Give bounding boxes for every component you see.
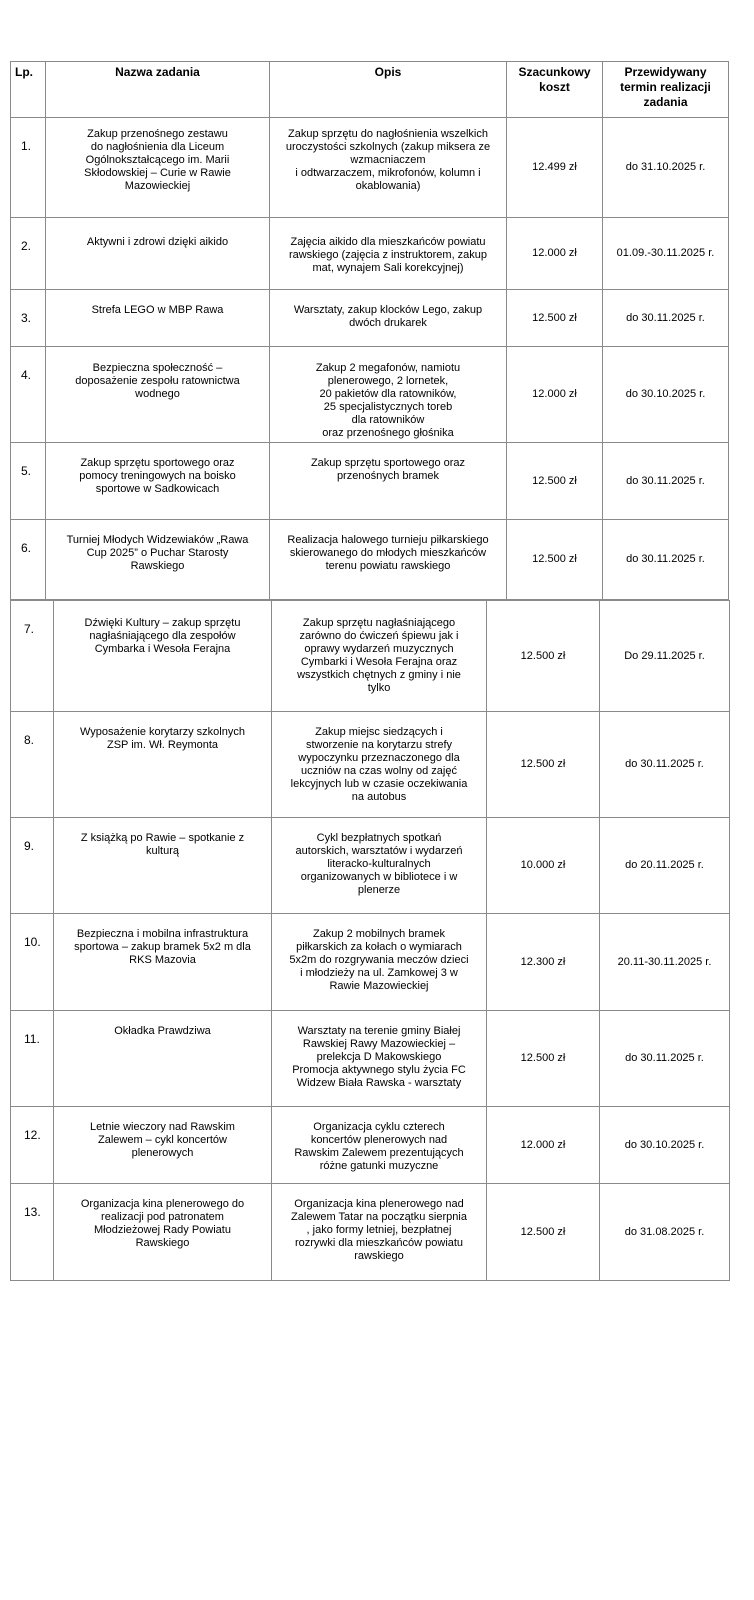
task-description: Zajęcia aikido dla mieszkańców powiatu rawskiego (zajęcia z instruktorem, zakup mat, wynajem Sali korekcyjnej) — [288, 236, 488, 274]
col-header-term: Przewidywany termin realizacji zadania — [603, 62, 729, 118]
task-deadline: Do 29.11.2025 r. — [624, 649, 705, 662]
task-deadline: 01.09.-30.11.2025 r. — [616, 247, 715, 259]
table-row — [11, 601, 730, 712]
task-name: Aktywni i zdrowi dzięki aikido — [86, 236, 229, 248]
table-row — [11, 1184, 730, 1281]
task-cost: 12.000 zł — [532, 247, 577, 259]
table-row — [11, 347, 729, 443]
task-cost: 12.499 zł — [532, 161, 577, 173]
row-number: 12. — [24, 1128, 41, 1142]
row-number: 13. — [24, 1205, 41, 1219]
task-description: Zakup sprzętu sportowego oraz przenośnych bramek — [310, 457, 466, 482]
col-header-desc: Opis — [270, 62, 507, 118]
task-description: Organizacja cyklu czterech koncertów plenerowych nad Rawskim Zalewem prezentujących różne gatunki muzyczne — [294, 1121, 464, 1172]
task-deadline: 20.11-30.11.2025 r. — [617, 955, 712, 968]
task-description: Zakup 2 mobilnych bramek piłkarskich za kołach o wymiarach 5x2m do rozgrywania meczów dzieci i młodzieży na ul. Zamkowej 3 w Rawie Mazowieckiej — [289, 928, 469, 992]
header-row — [11, 62, 729, 118]
task-name: Dźwięki Kultury – zakup sprzętu nagłaśniającego dla zespołów Cymbarka i Wesoła Ferajna — [84, 617, 241, 655]
task-cost: 12.300 zł — [520, 955, 566, 968]
table-row — [11, 818, 730, 914]
col-header-name: Nazwa zadania — [46, 62, 270, 118]
task-description: Warsztaty, zakup klocków Lego, zakup dwóch drukarek — [293, 304, 483, 329]
task-description: Realizacja halowego turnieju piłkarskiego skierowanego do młodych mieszkańców terenu powiatu rawskiego — [287, 534, 489, 572]
task-description: Warsztaty na terenie gminy Białej Rawskiej Rawy Mazowieckiej – prelekcja D Makowskiego Promocja aktywnego stylu życia FC Widzew Biała Rawska - warsztaty — [292, 1025, 466, 1089]
task-name: Organizacja kina plenerowego do realizacji pod patronatem Młodzieżowej Rady Powiatu Rawskiego — [80, 1198, 245, 1249]
table-row — [11, 914, 730, 1011]
tasks-table-part-1 — [10, 61, 729, 600]
row-number: 7. — [24, 622, 35, 636]
col-header-cost: Szacunkowy koszt — [507, 62, 603, 118]
row-number: 10. — [24, 935, 41, 949]
task-cost: 12.500 zł — [520, 758, 566, 770]
task-name: Z książką po Rawie – spotkanie z kulturą — [80, 832, 245, 857]
table-row — [11, 443, 729, 520]
task-name: Bezpieczna i mobilna infrastruktura sportowa – zakup bramek 5x2 m dla RKS Mazovia — [74, 928, 251, 966]
table-row — [11, 520, 729, 600]
task-deadline: do 31.10.2025 r. — [625, 161, 706, 173]
table-row — [11, 118, 729, 218]
table-row — [11, 1011, 730, 1107]
row-number: 2. — [21, 239, 32, 253]
task-cost: 12.500 zł — [532, 553, 577, 565]
task-deadline: do 30.11.2025 r. — [626, 311, 705, 324]
tasks-table-part-2 — [10, 600, 730, 1281]
task-deadline: do 31.08.2025 r. — [624, 1225, 705, 1238]
row-number: 3. — [21, 311, 32, 325]
task-cost: 12.000 zł — [520, 1138, 566, 1151]
table-row — [11, 1107, 730, 1184]
task-cost: 10.000 zł — [520, 859, 566, 871]
task-cost: 12.500 zł — [520, 1225, 566, 1238]
task-cost: 12.000 zł — [532, 388, 577, 400]
task-deadline: do 30.11.2025 r. — [625, 1052, 704, 1064]
task-description: Zakup sprzętu do nagłośnienia wszelkich uroczystości szkolnych (zakup miksera ze wzmacniaczem i odtwarzaczem, mikrofonów, kolumn i okablowania) — [285, 128, 491, 192]
task-name: Bezpieczna społeczność – doposażenie zespołu ratownictwa wodnego — [75, 362, 240, 400]
row-number: 9. — [24, 839, 35, 853]
task-deadline: do 30.10.2025 r. — [624, 1138, 705, 1151]
task-cost: 12.500 zł — [532, 474, 577, 487]
task-description: Zakup 2 megafonów, namiotu plenerowego, 2 lornetek, 20 pakietów dla ratowników, 25 specjalistycznych toreb dla ratowników oraz przenośnego głośnika — [315, 362, 461, 439]
task-name: Wyposażenie korytarzy szkolnych ZSP im. Wł. Reymonta — [80, 726, 245, 751]
row-number: 1. — [21, 139, 32, 153]
task-deadline: do 20.11.2025 r. — [625, 859, 704, 871]
task-description: Zakup sprzętu nagłaśniającego zarówno do ćwiczeń śpiewu jak i oprawy wydarzeń muzycznych Cymbarki i Wesoła Ferajna oraz wszystkich chętnych z gminy i nie tylko — [297, 617, 461, 694]
task-cost: 12.500 zł — [520, 1052, 566, 1064]
task-name: Turniej Młodych Widzewiaków „Rawa Cup 2025” o Puchar Starosty Rawskiego — [66, 534, 249, 572]
task-deadline: do 30.11.2025 r. — [626, 474, 705, 487]
task-name: Zakup sprzętu sportowego oraz pomocy treningowych na boisko sportowe w Sadkowicach — [79, 457, 236, 495]
row-number: 11. — [24, 1032, 40, 1046]
task-name: Letnie wieczory nad Rawskim Zalewem – cykl koncertów plenerowych — [90, 1121, 235, 1159]
row-number: 8. — [24, 733, 35, 747]
task-description: Cykl bezpłatnych spotkań autorskich, warsztatów i wydarzeń literacko-kulturalnych organizowanych w bibliotece i w plenerze — [295, 832, 463, 896]
task-name: Strefa LEGO w MBP Rawa — [91, 304, 224, 316]
row-number: 6. — [21, 541, 32, 555]
col-header-lp: Lp. — [11, 62, 46, 118]
task-deadline: do 30.10.2025 r. — [625, 388, 706, 400]
table-row — [11, 712, 730, 818]
row-number: 5. — [21, 464, 32, 478]
task-deadline: do 30.11.2025 r. — [625, 758, 704, 770]
task-deadline: do 30.11.2025 r. — [626, 553, 705, 565]
row-number: 4. — [21, 368, 32, 382]
task-description: Organizacja kina plenerowego nad Zalewem Tatar na początku sierpnia , jako formy letniej, bezpłatnej rozrywki dla mieszkańców powiatu rawskiego — [291, 1198, 467, 1262]
table-row — [11, 218, 729, 290]
task-cost: 12.500 zł — [520, 649, 566, 662]
task-name: Zakup przenośnego zestawu do nagłośnienia dla Liceum Ogólnokształcącego im. Marii Skłodowskiej – Curie w Rawie Mazowieckiej — [84, 128, 231, 192]
table-row — [11, 290, 729, 347]
task-cost: 12.500 zł — [532, 311, 577, 324]
task-description: Zakup miejsc siedzących i stworzenie na korytarzu strefy wypoczynku przeznaczonego dla uczniów na czas wolny od zajęć lekcyjnych lub w czasie oczekiwania na autobus — [290, 726, 468, 803]
task-name: Okładka Prawdziwa — [114, 1025, 211, 1037]
